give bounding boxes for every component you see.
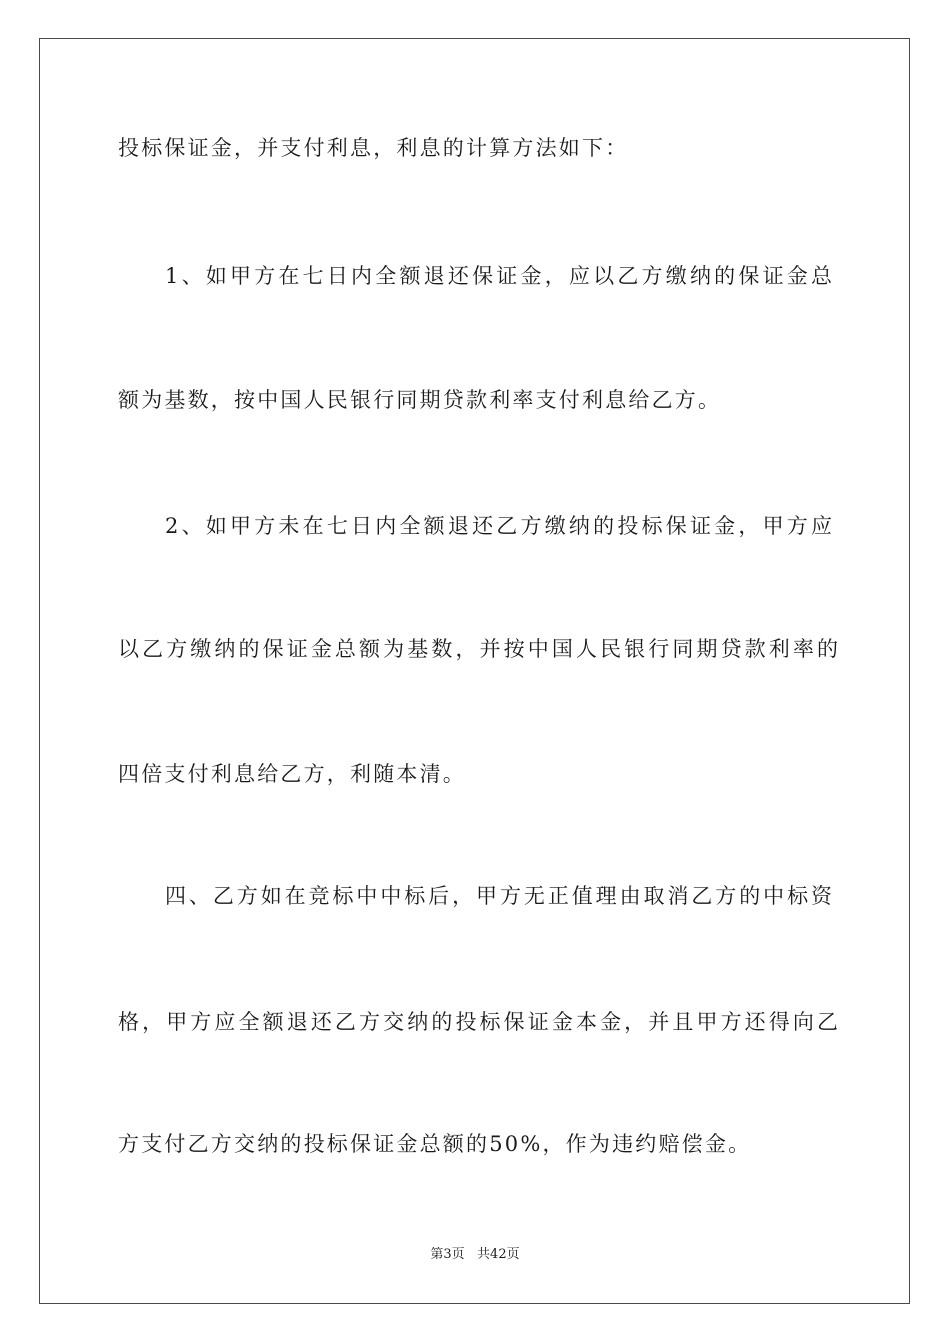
- text-line: 额为基数，按中国人民银行同期贷款利率支付利息给乙方。: [118, 388, 722, 412]
- text-line: 方支付乙方交纳的投标保证金总额的50%，作为违约赔偿金。: [118, 1132, 752, 1156]
- page-border: [39, 38, 910, 1304]
- text-line: 以乙方缴纳的保证金总额为基数，并按中国人民银行同期贷款利率的: [118, 637, 838, 661]
- paragraph-line: 2、如甲方未在七日内全额退还乙方缴纳的投标保证金，甲方应: [165, 514, 832, 538]
- paragraph-line: 1、如甲方在七日内全额退还保证金，应以乙方缴纳的保证金总: [165, 264, 832, 288]
- text-line: 投标保证金，并支付利息，利息的计算方法如下：: [118, 136, 629, 160]
- paragraph-line: 四、乙方如在竞标中中标后，甲方无正值理由取消乙方的中标资: [165, 884, 832, 908]
- page-footer: 第3页 共42页: [430, 1247, 520, 1262]
- text-line: 四倍支付利息给乙方，利随本清。: [118, 762, 466, 786]
- text-line: 格，甲方应全额退还乙方交纳的投标保证金本金，并且甲方还得向乙: [118, 1010, 838, 1034]
